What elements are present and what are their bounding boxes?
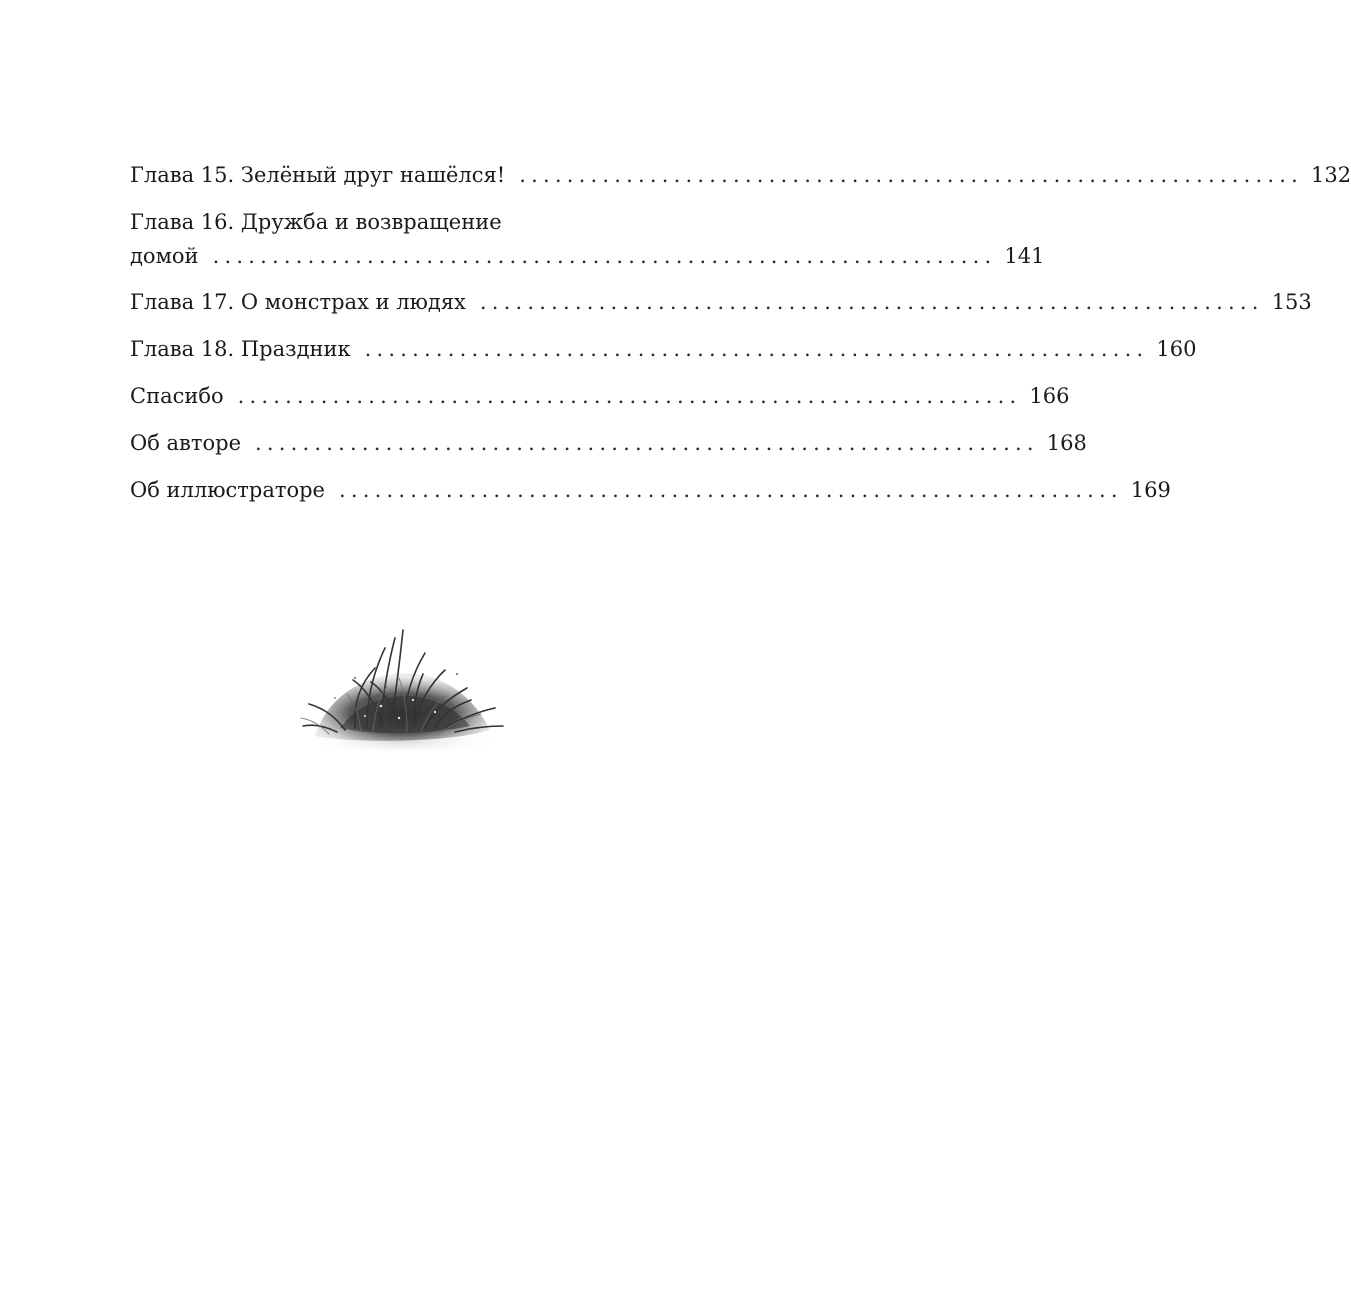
toc-dot-leader: .................................................................. xyxy=(364,337,1149,361)
toc-entry-chapter-16[interactable] xyxy=(130,205,1045,273)
toc-entry-title: Спасибо xyxy=(130,384,224,408)
toc-entry-title: Глава 16. Дружба и возвращение xyxy=(130,210,502,234)
toc-entry-title: Глава 18. Праздник xyxy=(130,337,351,361)
toc-entry-title: Глава 15. Зелёный друг нашёлся! xyxy=(130,163,506,187)
toc-page-number: 132 xyxy=(1310,163,1351,187)
toc-entry-chapter-15[interactable] xyxy=(130,158,1351,192)
toc-dot-leader: .................................................................. xyxy=(479,290,1264,314)
toc-entry-title: Глава 17. О монстрах и людях xyxy=(130,290,466,314)
toc-page-number: 168 xyxy=(1046,431,1087,455)
toc-page-number: 166 xyxy=(1029,384,1070,408)
toc-entry-chapter-18[interactable] xyxy=(130,332,1197,366)
toc-entry-title: Об иллюстраторе xyxy=(130,478,325,502)
toc-dot-leader: .................................................................. xyxy=(255,431,1039,455)
toc-page-number: 153 xyxy=(1271,290,1312,314)
toc-entry-title-continued: домой xyxy=(130,244,199,268)
toc-page-number: 169 xyxy=(1130,478,1171,502)
table-of-contents xyxy=(130,158,1351,520)
grass-tuft-illustration xyxy=(295,608,510,758)
toc-dot-leader: .................................................................. xyxy=(237,384,1022,408)
toc-entry-about-illustrator[interactable] xyxy=(130,473,1171,507)
toc-dot-leader: .................................................................. xyxy=(338,478,1123,502)
toc-entry-chapter-17[interactable] xyxy=(130,285,1312,319)
toc-dot-leader: .................................................................. xyxy=(519,163,1303,187)
toc-dot-leader: .................................................................. xyxy=(212,244,997,268)
toc-entry-title: Об авторе xyxy=(130,431,242,455)
toc-entry-thanks[interactable] xyxy=(130,379,1070,413)
toc-page-number: 160 xyxy=(1156,337,1197,361)
toc-page-number: 141 xyxy=(1004,244,1045,268)
toc-entry-about-author[interactable] xyxy=(130,426,1087,460)
